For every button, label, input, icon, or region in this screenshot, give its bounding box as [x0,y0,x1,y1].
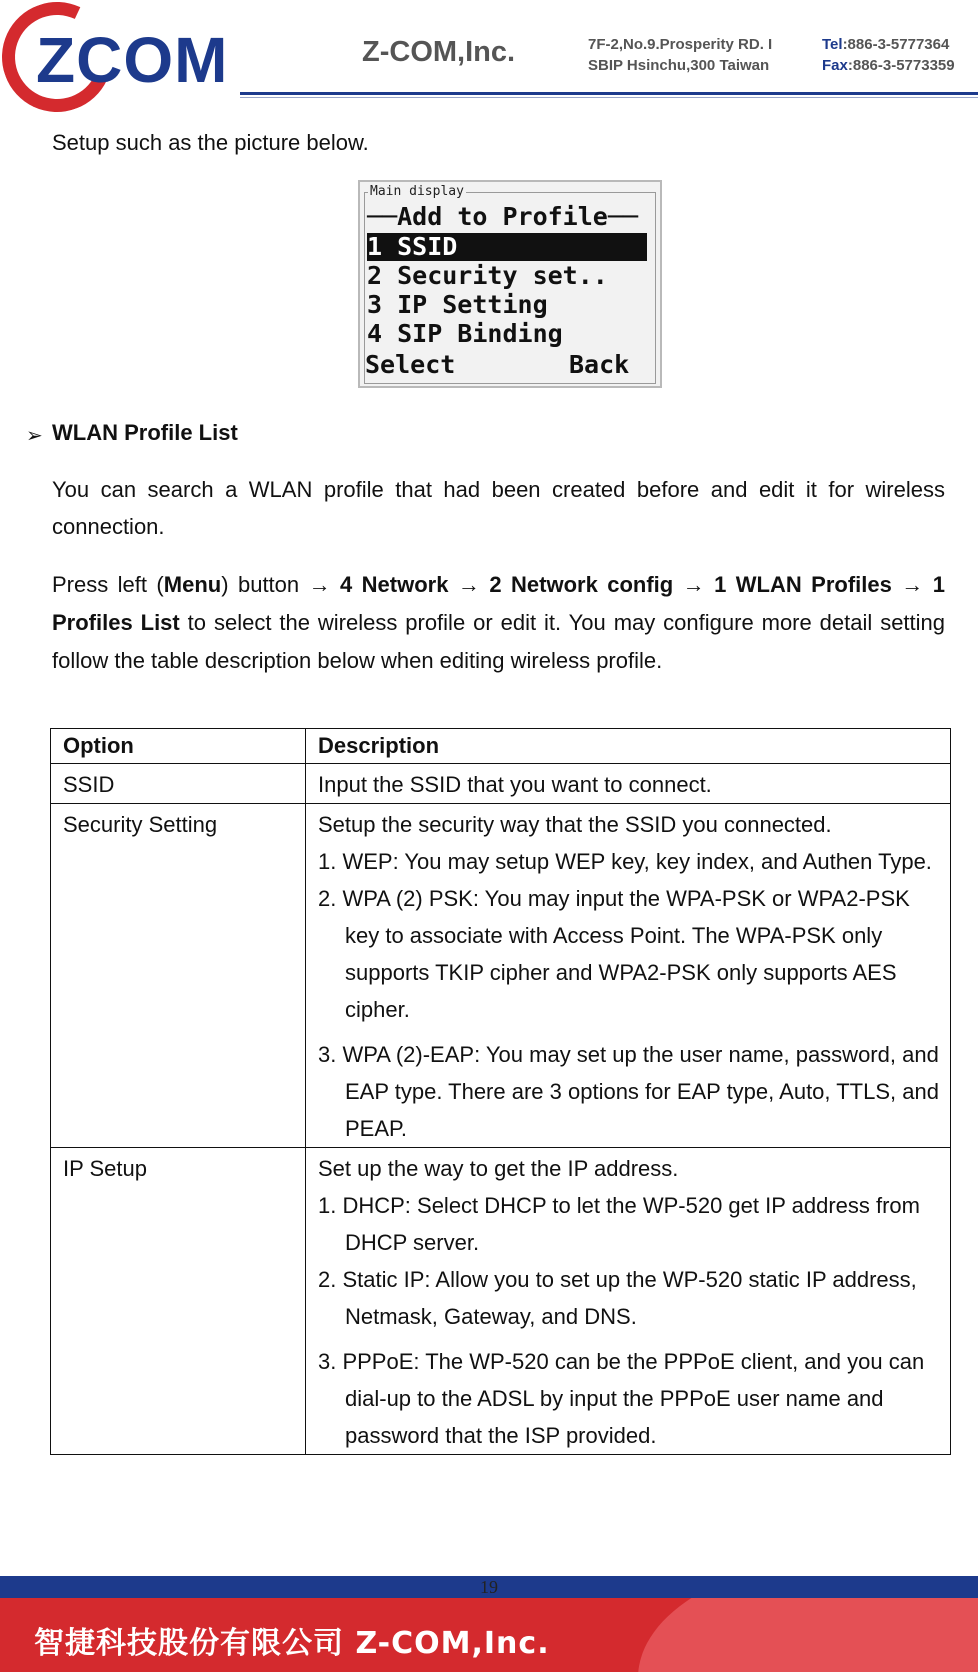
lcd-frame [364,192,656,384]
menu-term: Menu [163,572,222,597]
lcd-menu-item: 3 IP Setting [367,290,548,319]
logo: ZCOM [36,24,229,96]
company-contact [822,34,955,76]
description-cell: Input the SSID that you want to connect. [306,764,951,804]
fax-value: :886-3-5773359 [847,57,955,74]
page-header [0,0,978,112]
list-item: 1. DHCP: Select DHCP to let the WP-520 get IP address from DHCP server. [318,1193,920,1255]
description-cell [306,804,951,1148]
bullet-arrow-icon: ➢ [26,425,43,447]
arrow-icon: → [682,572,705,597]
list-item: 3. PPPoE: The WP-520 can be the PPPoE client, and you can dial-up to the ADSL by input the PPPoE user name and password that the ISP provided. [318,1349,925,1448]
header-rule [240,92,978,95]
footer-swoosh [638,1598,978,1672]
tel-line [822,34,955,55]
table-header-row [51,729,951,764]
lcd-menu-item: 2 Security set.. [367,261,608,290]
tel-value: :886-3-5777364 [842,36,950,53]
address-line-2: SBIP Hsinchu,300 Taiwan [588,57,770,74]
nav-step: 1 Profiles List [52,572,945,635]
lcd-legend: Main display [370,184,464,199]
lcd-menu-item: 4 SIP Binding [367,319,563,348]
description-cell [306,1148,951,1455]
nav-step: 1 WLAN Profiles [714,572,892,597]
section-title: WLAN Profile List [52,420,238,445]
fax-label: Fax [822,57,848,74]
table-row [51,804,951,1148]
list-item: 3. WPA (2)-EAP: You may set up the user name, password, and EAP type. There are 3 options for EAP type, Auto, TTLS, and PEAP. [318,1042,939,1141]
company-name: Z-COM,Inc. [362,36,516,68]
description-lead: Set up the way to get the IP address. [318,1156,679,1181]
lcd-menu-item-selected: 1 SSID [367,233,647,261]
lcd-screenshot [358,180,662,388]
arrow-icon: → [457,572,480,597]
tel-label: Tel [822,36,843,53]
address-line-1: 7F-2,No.9.Prosperity RD. I [588,36,773,53]
section-paragraph-2 [52,566,945,680]
lcd-softkey-left: Select [365,350,456,379]
intro-text: Setup such as the picture below. [52,130,369,155]
list-item: 2. WPA (2) PSK: You may input the WPA-PSK or WPA2-PSK key to associate with Access Point. The WPA-PSK only supports TKIP cipher and WPA2-PSK only supports AES cipher. [318,886,910,1022]
footer-red-band [0,1598,978,1672]
option-cell: IP Setup [51,1148,306,1455]
nav-step: 4 Network [340,572,449,597]
page-number: 19 [480,1577,498,1597]
text-run: Press left ( [52,572,164,597]
table-header-option: Option [51,729,306,764]
table-header-description: Description [306,729,951,764]
list-item: 2. Static IP: Allow you to set up the WP-520 static IP address, Netmask, Gateway, and DNS. [318,1267,917,1329]
lcd-title: ──Add to Profile── [367,202,638,231]
fax-line [822,55,955,76]
section-paragraph-1: You can search a WLAN profile that had been created before and edit it for wireless connection. [52,477,945,539]
arrow-icon: → [308,572,331,597]
footer-company-text: 智捷科技股份有限公司 Z-COM,Inc. [34,1626,550,1661]
table-row [51,764,951,804]
lcd-softkey-right: Back [569,350,630,379]
table-row [51,1148,951,1455]
option-cell: SSID [51,764,306,804]
list-item: 1. WEP: You may setup WEP key, key index, and Authen Type. [318,849,932,874]
nav-step: 2 Network config [489,572,674,597]
company-address [588,34,772,76]
options-table [50,728,951,1455]
text-run: ) button [221,572,309,597]
text-run: to select the wireless profile or edit it. You may configure more detail setting follow the table description below when editing wireless profile. [52,610,946,673]
arrow-icon: → [901,572,924,597]
lcd-title-text: Add to Profile [397,202,608,231]
option-cell: Security Setting [51,804,306,1148]
description-lead: Setup the security way that the SSID you connected. [318,812,832,837]
header-rule-thin [240,97,978,98]
